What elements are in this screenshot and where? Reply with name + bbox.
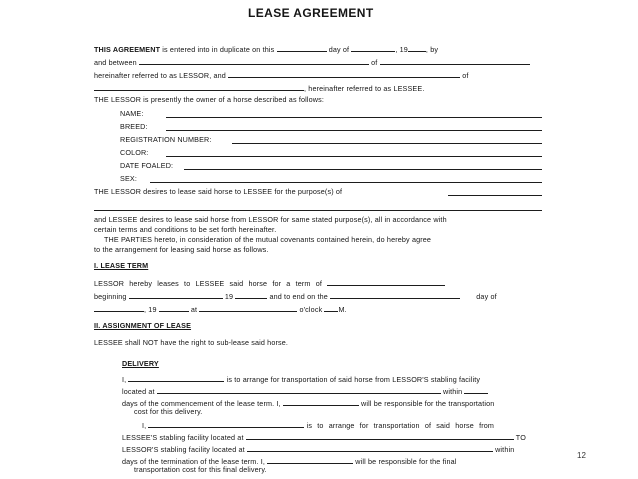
am-pm-blank[interactable] xyxy=(324,304,338,312)
within-label-2: within xyxy=(495,445,515,454)
lessor-facility-blank[interactable] xyxy=(157,386,441,394)
of-label-2: of xyxy=(462,71,469,80)
paragraph-line-2: certain terms and conditions to be set forth hereinafter. xyxy=(94,225,277,234)
intro-line-3 xyxy=(94,70,469,79)
owner-statement: THE LESSOR is presently the owner of a horse described as follows: xyxy=(94,95,325,104)
purpose-statement xyxy=(94,188,342,195)
horse-name-label: NAME: xyxy=(120,109,144,118)
intro-line-1 xyxy=(94,44,438,53)
delivery-line-7 xyxy=(122,444,514,453)
intro-entered-text: is entered into in duplicate on this xyxy=(162,45,275,54)
end-month-blank[interactable] xyxy=(94,304,144,312)
delivery-line-1 xyxy=(122,374,480,383)
purpose-text: THE LESSOR desires to lease said horse to LESSEE for the purpose(s) of xyxy=(94,187,343,196)
responsible-text-1: will be responsible for the transportation xyxy=(361,399,495,408)
intro-line-2 xyxy=(94,57,530,66)
lessor-reference: hereinafter referred to as LESSOR, and xyxy=(94,71,226,80)
term-line-2 xyxy=(94,291,497,300)
day-of-label: day of xyxy=(328,45,350,54)
return-facility-blank[interactable] xyxy=(247,444,493,452)
termination-text: days of the termination of the lease term. I, xyxy=(122,457,265,466)
section-assignment-heading: II. ASSIGNMENT OF LEASE xyxy=(94,321,192,330)
year-blank[interactable] xyxy=(408,44,426,52)
registration-row xyxy=(120,136,212,143)
lessor-facility-label: LESSOR'S stabling facility located at xyxy=(122,445,245,454)
beginning-label: beginning xyxy=(94,292,127,301)
end-on-label: and to end on the xyxy=(269,292,328,301)
term-line-1 xyxy=(94,278,445,287)
horse-sex-field[interactable] xyxy=(150,182,542,183)
commencement-text: days of the commencement of the lease term. I, xyxy=(122,399,281,408)
lessee-address-blank[interactable] xyxy=(94,83,304,91)
term-line-3 xyxy=(94,304,347,313)
delivery-party-blank-2[interactable] xyxy=(148,420,304,428)
delivery-i-label-2: I, xyxy=(142,421,147,430)
section-delivery-heading: DELIVERY xyxy=(122,359,159,368)
within-label-1: within xyxy=(442,387,463,396)
horse-name-field[interactable] xyxy=(166,117,542,118)
end-year-blank[interactable] xyxy=(159,304,189,312)
registration-label: REGISTRATION NUMBER: xyxy=(120,135,212,144)
intro-line-4 xyxy=(94,83,424,92)
delivery-line-5 xyxy=(142,420,494,429)
paragraph-line-4: to the arrangement for leasing said horse as follows. xyxy=(94,245,269,254)
section-lease-term-heading: I. LEASE TERM xyxy=(94,261,149,270)
purpose-field-2[interactable] xyxy=(94,210,542,211)
lessee-facility-label: LESSEE'S stabling facility located at xyxy=(122,433,244,442)
delivery-line-8 xyxy=(122,456,457,465)
purpose-field-1[interactable] xyxy=(448,195,542,196)
day-blank[interactable] xyxy=(277,44,327,52)
delivery-arrange-text-1: is to arrange for transportation of said horse from LESSOR'S stabling facility xyxy=(226,375,481,384)
meridiem-label: M. xyxy=(338,305,347,314)
begin-date-blank[interactable] xyxy=(129,291,223,299)
horse-breed-label: BREED: xyxy=(120,122,148,131)
delivery-line-4: cost for this delivery. xyxy=(134,407,203,416)
date-foaled-field[interactable] xyxy=(184,169,542,170)
page-number: 12 xyxy=(577,451,586,460)
oclock-label: o'clock xyxy=(299,305,323,314)
begin-year-blank[interactable] xyxy=(235,291,267,299)
end-year-prefix: , 19 xyxy=(144,305,157,314)
horse-breed-field[interactable] xyxy=(166,130,542,131)
date-foaled-row xyxy=(120,162,173,169)
horse-color-row xyxy=(120,149,148,156)
term-statement: LESSOR hereby leases to LESSEE said horse for a term of xyxy=(94,279,323,288)
cost-party-blank-1[interactable] xyxy=(283,398,359,406)
lessee-reference: , hereinafter referred to as LESSEE. xyxy=(304,84,425,93)
delivery-days-blank-1[interactable] xyxy=(464,386,488,394)
delivery-line-2 xyxy=(122,386,488,395)
by-label: , by xyxy=(425,45,439,54)
month-blank[interactable] xyxy=(351,44,395,52)
horse-breed-row xyxy=(120,123,148,130)
horse-name-row xyxy=(120,110,144,117)
horse-sex-row xyxy=(120,175,137,182)
begin-year-prefix: 19 xyxy=(224,292,234,301)
lessee-facility-blank[interactable] xyxy=(246,432,514,440)
cost-party-blank-2[interactable] xyxy=(267,456,353,464)
end-time-blank[interactable] xyxy=(199,304,297,312)
end-day-of-label: day of xyxy=(476,292,497,301)
delivery-line-3 xyxy=(122,398,494,407)
term-length-blank[interactable] xyxy=(327,278,445,286)
of-label-1: of xyxy=(371,58,378,67)
year-prefix: , 19 xyxy=(395,45,408,54)
end-day-blank[interactable] xyxy=(330,291,460,299)
delivery-line-9: transportation cost for this final delivery. xyxy=(134,465,267,474)
delivery-i-label-1: I, xyxy=(122,375,127,384)
located-at-label: located at xyxy=(122,387,155,396)
lessor-name-blank[interactable] xyxy=(139,57,369,65)
date-foaled-label: DATE FOALED: xyxy=(120,161,174,170)
paragraph-line-3: THE PARTIES hereto, in consideration of the mutual covenants contained herein, do hereby agree xyxy=(104,235,432,244)
horse-color-field[interactable] xyxy=(166,156,542,157)
delivery-arrange-text-2: is to arrange for transportation of said horse from xyxy=(306,421,495,430)
delivery-line-6 xyxy=(122,432,526,441)
responsible-text-2: will be responsible for the final xyxy=(355,457,457,466)
intro-this-agreement: THIS AGREEMENT xyxy=(94,45,161,54)
at-label: at xyxy=(190,305,198,314)
and-between-label: and between xyxy=(94,58,137,67)
registration-field[interactable] xyxy=(232,143,542,144)
lessor-address-blank[interactable] xyxy=(380,57,530,65)
lessee-name-blank[interactable] xyxy=(228,70,460,78)
horse-sex-label: SEX: xyxy=(120,174,137,183)
to-label: TO xyxy=(515,433,526,442)
assignment-statement: LESSEE shall NOT have the right to sub-lease said horse. xyxy=(94,338,289,347)
paragraph-line-1: and LESSEE desires to lease said horse from LESSOR for same stated purpose(s), all in accordance with xyxy=(94,215,447,224)
delivery-party-blank-1[interactable] xyxy=(128,374,224,382)
document-title: LEASE AGREEMENT xyxy=(248,6,374,20)
horse-color-label: COLOR: xyxy=(120,148,149,157)
